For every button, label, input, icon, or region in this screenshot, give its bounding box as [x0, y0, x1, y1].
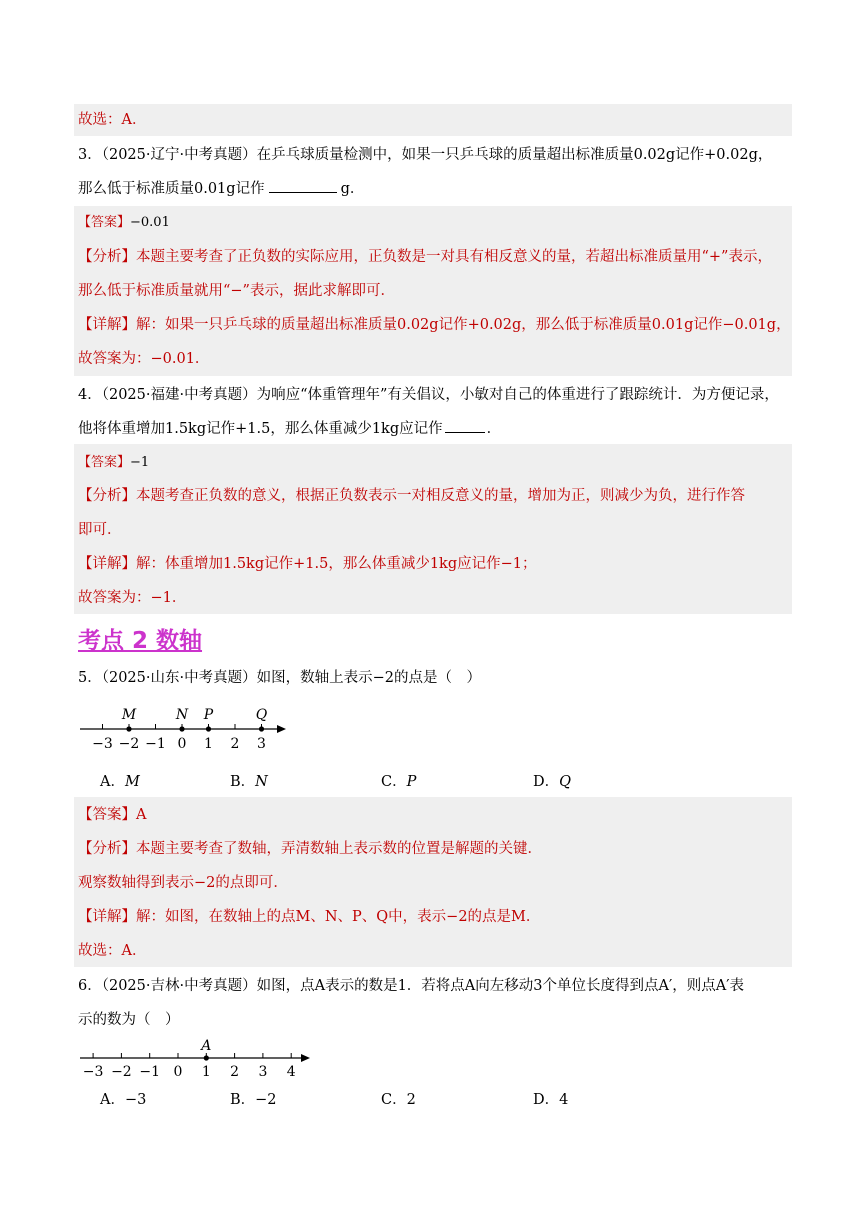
q4-blank — [445, 418, 485, 433]
axis-point — [204, 1055, 209, 1060]
axis-point — [179, 726, 184, 731]
q3-analysis-line1 — [78, 247, 772, 267]
q6-axis — [80, 1038, 310, 1080]
option-value: N — [255, 774, 268, 790]
option-key: C． — [381, 774, 407, 790]
q6-option-d[interactable] — [533, 1090, 568, 1110]
q6-stem-line1: 6．（2025·吉林·中考真题）如图，点A表示的数是1．若将点A向左移动3个单位长度得到点A′，则点A′表 — [78, 978, 745, 994]
q5-stem: 5．（2025·山东·中考真题）如图，数轴上表示−2的点是（ ） — [78, 670, 481, 686]
q4-detail-line1 — [78, 554, 537, 574]
analysis-tag: 【分析】 — [78, 841, 136, 857]
q3-analysis-text: 本题主要考查了正负数的实际应用，正负数是一对具有相反意义的量，若超出标准质量用“+”表示， — [136, 249, 772, 265]
q3-analysis-line2: 那么低于标准质量就用“−”表示，据此求解即可． — [78, 283, 395, 299]
axis-point — [126, 726, 131, 731]
q3-blank — [269, 178, 337, 193]
q3-detail-line2: 故答案为：−0.01． — [78, 351, 210, 367]
option-value: P — [406, 774, 417, 790]
q4-stem-line2 — [78, 418, 501, 439]
tick-label: 2 — [230, 736, 240, 752]
q5-option-b[interactable] — [230, 772, 268, 792]
answer-tag: 【答案】 — [78, 215, 131, 230]
q3-stem-text: 那么低于标准质量0.01g记作 — [78, 181, 265, 197]
q5-analysis-text: 本题主要考查了数轴，弄清数轴上表示数的位置是解题的关键． — [136, 841, 542, 857]
q2-final-answer: 故选：A． — [78, 112, 147, 128]
q3-answer — [78, 213, 170, 233]
q6-number-line — [78, 1036, 328, 1086]
point-label: M — [121, 707, 137, 723]
q4-answer — [78, 453, 149, 473]
q4-stem-end: ． — [486, 421, 502, 437]
q5-analysis-line1 — [78, 839, 542, 859]
tick-label: 0 — [173, 1064, 183, 1080]
q6-option-b[interactable] — [230, 1090, 277, 1110]
tick-label: 0 — [177, 736, 187, 752]
option-key: D． — [533, 774, 560, 790]
q5-option-c[interactable] — [381, 772, 416, 792]
point-label: P — [203, 707, 214, 723]
axis-point — [206, 726, 211, 731]
q5-detail-line2: 故选：A． — [78, 943, 147, 959]
option-value: −3 — [124, 1092, 147, 1108]
q4-detail-line2: 故答案为：−1． — [78, 590, 187, 606]
tick-label: 3 — [258, 1064, 268, 1080]
q5-analysis-line2: 观察数轴得到表示−2的点即可． — [78, 875, 288, 891]
q5-axis — [80, 707, 286, 752]
tick-label: 3 — [257, 736, 266, 752]
q5-answer — [78, 805, 146, 825]
tick-label: 4 — [286, 1064, 296, 1080]
axis-arrow — [277, 725, 286, 733]
q4-answer-value: −1 — [130, 455, 150, 470]
option-key: A． — [100, 1092, 125, 1108]
q3-detail-text: 解：如果一只乒乓球的质量超出标准质量0.02g记作+0.02g，那么低于标准质量0.01g记作−0.01g， — [136, 317, 791, 333]
q5-detail-line1 — [78, 907, 540, 927]
tick-label: −1 — [145, 736, 166, 752]
q3-unit: g． — [340, 181, 365, 197]
option-key: B． — [230, 774, 256, 790]
q6-stem-line2: 示的数为（ ） — [78, 1012, 180, 1028]
q4-analysis-line1 — [78, 486, 745, 506]
option-value: 2 — [406, 1092, 416, 1108]
tick-label: 2 — [230, 1064, 240, 1080]
point-label: N — [175, 707, 189, 723]
answer-tag: 【答案】 — [78, 455, 131, 470]
option-value: −2 — [255, 1092, 277, 1108]
axis-point — [259, 726, 264, 731]
q6-option-a[interactable] — [100, 1090, 146, 1110]
q3-detail-line1 — [78, 315, 791, 335]
answer-block — [74, 104, 792, 136]
tick-label: 1 — [204, 736, 213, 752]
q3-stem-line2 — [78, 178, 364, 199]
point-label: A — [201, 1038, 212, 1054]
q3-stem-line1: 3．（2025·辽宁·中考真题）在乒乓球质量检测中，如果一只乒乓球的质量超出标准质量0.02g记作+0.02g， — [78, 147, 773, 163]
option-value: M — [124, 774, 140, 790]
option-value: 4 — [559, 1092, 569, 1108]
detail-tag: 【详解】 — [78, 909, 136, 925]
tick-label: −3 — [82, 1064, 104, 1080]
q5-detail-text: 解：如图，在数轴上的点M、N、P、Q中，表示−2的点是M． — [136, 909, 541, 925]
q4-detail-text: 解：体重增加1.5kg记作+1.5，那么体重减少1kg应记作−1； — [136, 556, 537, 572]
analysis-tag: 【分析】 — [78, 488, 136, 504]
q5-option-a[interactable] — [100, 772, 140, 792]
analysis-tag: 【分析】 — [78, 249, 136, 265]
q6-option-c[interactable] — [381, 1090, 416, 1110]
q4-analysis-text: 本题考查正负数的意义，根据正负数表示一对相反意义的量，增加为正，则减少为负，进行作答 — [136, 488, 745, 504]
point-label: Q — [255, 707, 268, 723]
option-key: A． — [100, 774, 125, 790]
q4-stem-text: 他将体重增加1.5kg记作+1.5，那么体重减少1kg应记作 — [78, 421, 443, 437]
tick-label: −2 — [118, 736, 140, 752]
axis-arrow — [301, 1054, 310, 1062]
option-key: B． — [230, 1092, 256, 1108]
q5-number-line — [78, 703, 308, 753]
q5-option-d[interactable] — [533, 772, 571, 792]
section-heading: 考点 2 数轴 — [78, 628, 203, 654]
option-key: C． — [381, 1092, 407, 1108]
tick-label: −3 — [92, 736, 113, 752]
answer-tag: 【答案】 — [78, 807, 136, 823]
q4-analysis-line2: 即可． — [78, 522, 122, 538]
option-value: Q — [559, 774, 572, 790]
option-key: D． — [533, 1092, 560, 1108]
tick-label: −2 — [111, 1064, 132, 1080]
q5-answer-value: A — [136, 807, 147, 823]
detail-tag: 【详解】 — [78, 317, 136, 333]
detail-tag: 【详解】 — [78, 556, 136, 572]
tick-label: 1 — [201, 1064, 211, 1080]
tick-label: −1 — [139, 1064, 161, 1080]
q4-stem-line1: 4．（2025·福建·中考真题）为响应“体重管理年”有关倡议，小敏对自己的体重进行了跟踪统计．为方便记录， — [78, 387, 779, 403]
q3-answer-value: −0.01 — [130, 215, 170, 230]
